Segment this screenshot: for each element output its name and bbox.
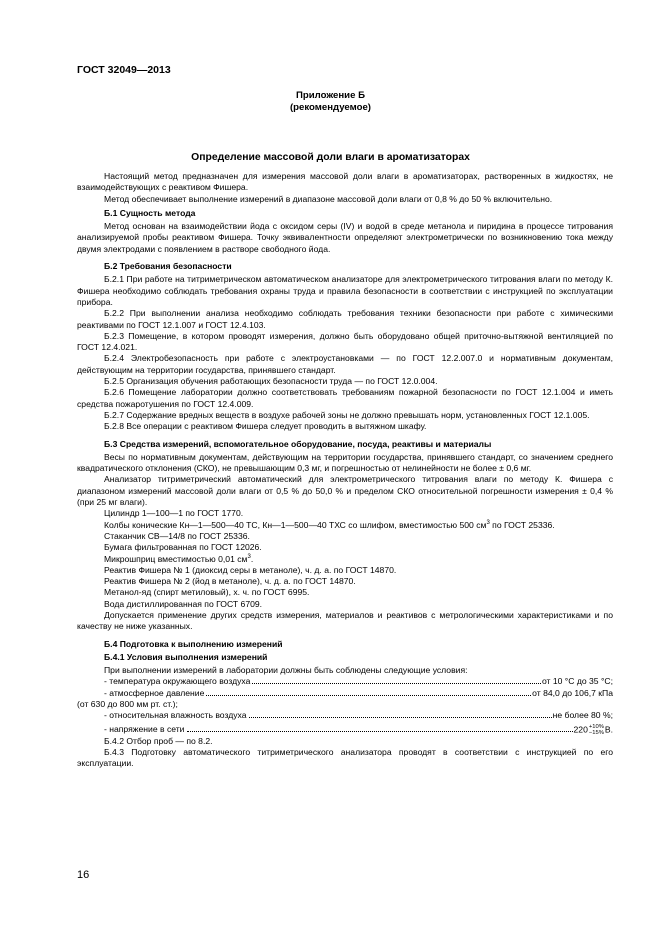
annex-status: (рекомендуемое) — [289, 102, 371, 113]
condition-row: - атмосферное давление от 84,0 до 106,7 кПа — [104, 687, 613, 698]
clause-b2-8: Б.2.8 Все операции с реактивом Фишера следует проводить в вытяжном шкафу. — [104, 421, 427, 432]
condition-row-voltage: - напряжение в сети 220 +10% −15% В. — [104, 723, 613, 736]
list-item: Цилиндр 1—100—1 по ГОСТ 1770. — [104, 508, 244, 519]
list-item: Стаканчик СВ—14/8 по ГОСТ 25336. — [104, 530, 250, 541]
section-heading-b2: Б.2 Требования безопасности — [104, 261, 232, 272]
section-heading-b1: Б.1 Сущность метода — [104, 207, 196, 218]
annex-heading — [77, 90, 584, 114]
section-paragraph: Анализатор титриметрический автоматический для электрометрического титрования влаги по методу К. Фишера с диапазоном измерений массовой доли влаги от 0,5 % до 50,0 % и пределом СКО относительной погрешности измерения ± 0,4 % (при 25 мг влаги). — [77, 474, 613, 508]
intro-paragraph: Настоящий метод предназначен для измерения массовой доли влаги в ароматизаторах, растворенных в жидкостях, не взаимодействующих с реактивом Фишера. — [77, 171, 613, 193]
clause-b2-2: Б.2.2 При выполнении анализа необходимо соблюдать требования техники безопасности при работе с химическими реактивами по ГОСТ 12.1.007 и ГОСТ 12.4.103. — [77, 308, 613, 330]
clause-b4-2: Б.4.2 Отбор проб — по 8.2. — [104, 735, 213, 746]
list-item: Метанол-яд (спирт метиловый), х. ч. по ГОСТ 6995. — [104, 587, 310, 598]
document-body — [77, 171, 613, 770]
subsection-heading-b4-1: Б.4.1 Условия выполнения измерений — [104, 651, 268, 662]
clause-b2-6: Б.2.6 Помещение лаборатории должно соответствовать требованиям пожарной безопасности по ГОСТ 12.1.004 и иметь средства пожаротушения по ГОСТ 12.4.009. — [77, 387, 613, 409]
clause-b4-3: Б.4.3 Подготовку автоматического титриметрического анализатора проводят в соответствии с инструкцией по его эксплуатации. — [77, 746, 613, 769]
clause-b2-4: Б.2.4 Электробезопасность при работе с электроустановками — по ГОСТ 12.2.007.0 и нормативным документам, действующим на территории государства, принявшего стандарт. — [77, 353, 613, 375]
condition-continuation: (от 630 до 800 мм рт. ст.); — [77, 699, 178, 710]
clause-b2-1: Б.2.1 При работе на титриметрическом автоматическом анализаторе для электрометрического титрования влаги по методу К. Фишера необходимо соблюдать требования охраны труда и правила безопасности в соответствии с инструкцией по эксплуатации прибора. — [77, 274, 613, 307]
condition-row: - температура окружающего воздуха от 10 °С до 35 °С; — [104, 676, 613, 687]
section-paragraph: Весы по нормативным документам, действующим на территории государства, принявшего стандарт, со значением среднего квадратического отклонения (СКО), не превышающим 0,3 мг, и погрешностью от нелинейности не более ± 0,6 мг. — [77, 451, 613, 474]
intro-paragraph: Метод обеспечивает выполнение измерений в диапазоне массовой доли влаги от 0,8 % до 50 % включительно. — [104, 193, 553, 204]
list-item: Реактив Фишера № 1 (диоксид серы в метаноле), ч. д. а. по ГОСТ 14870. — [104, 564, 397, 575]
annex-title: Определение массовой доли влаги в ароматизаторах — [191, 152, 470, 163]
clause-b2-7: Б.2.7 Содержание вредных веществ в воздухе рабочей зоны не должно превышать норм, установленных ГОСТ 12.1.005. — [104, 409, 590, 420]
annex-label: Приложение Б — [296, 90, 365, 101]
conditions-lead: При выполнении измерений в лаборатории должны быть соблюдены следующие условия: — [104, 665, 468, 676]
section-heading-b3: Б.3 Средства измерений, вспомогательное оборудование, посуда, реактивы и материалы — [104, 438, 492, 449]
clause-b2-3: Б.2.3 Помещение, в котором проводят измерения, должно быть оборудовано общей приточно-вытяжной вентиляцией по ГОСТ 12.4.021. — [77, 330, 613, 353]
list-item: Вода дистиллированная по ГОСТ 6709. — [104, 598, 263, 609]
section-heading-b4: Б.4 Подготовка к выполнению измерений — [104, 638, 283, 649]
page-number: 16 — [77, 869, 90, 881]
list-item: Колбы конические Кн—1—500—40 ТС, Кн—1—500—40 ТХС со шлифом, вместимостью 500 $см^3$ по ГОСТ 25336. — [104, 519, 555, 530]
condition-row: - относительная влажность воздуха не более 80 %; — [104, 710, 613, 721]
document-header: ГОСТ 32049—2013 — [77, 64, 171, 76]
section-paragraph: Метод основан на взаимодействии йода с оксидом серы (IV) и водой в среде метанола и пиридина в процессе титрования анализируемой пробы реактивом Фишера. Точку эквивалентности определяют электрометрически по возникновению тока между двумя электродами с появлением в растворе свободного йода. — [77, 221, 613, 254]
list-item: Микрошприц вместимостью 0,01 $см^3$. — [104, 553, 254, 564]
list-item: Реактив Фишера № 2 (йод в метаноле), ч. д. а. по ГОСТ 14870. — [104, 576, 356, 587]
section-paragraph: Допускается применение других средств измерения, материалов и реактивов с метрологическими характеристиками и по качеству не ниже указанных. — [77, 609, 613, 632]
clause-b2-5: Б.2.5 Организация обучения работающих безопасности труда — по ГОСТ 12.0.004. — [104, 376, 438, 387]
list-item: Бумага фильтрованная по ГОСТ 12026. — [104, 542, 262, 553]
